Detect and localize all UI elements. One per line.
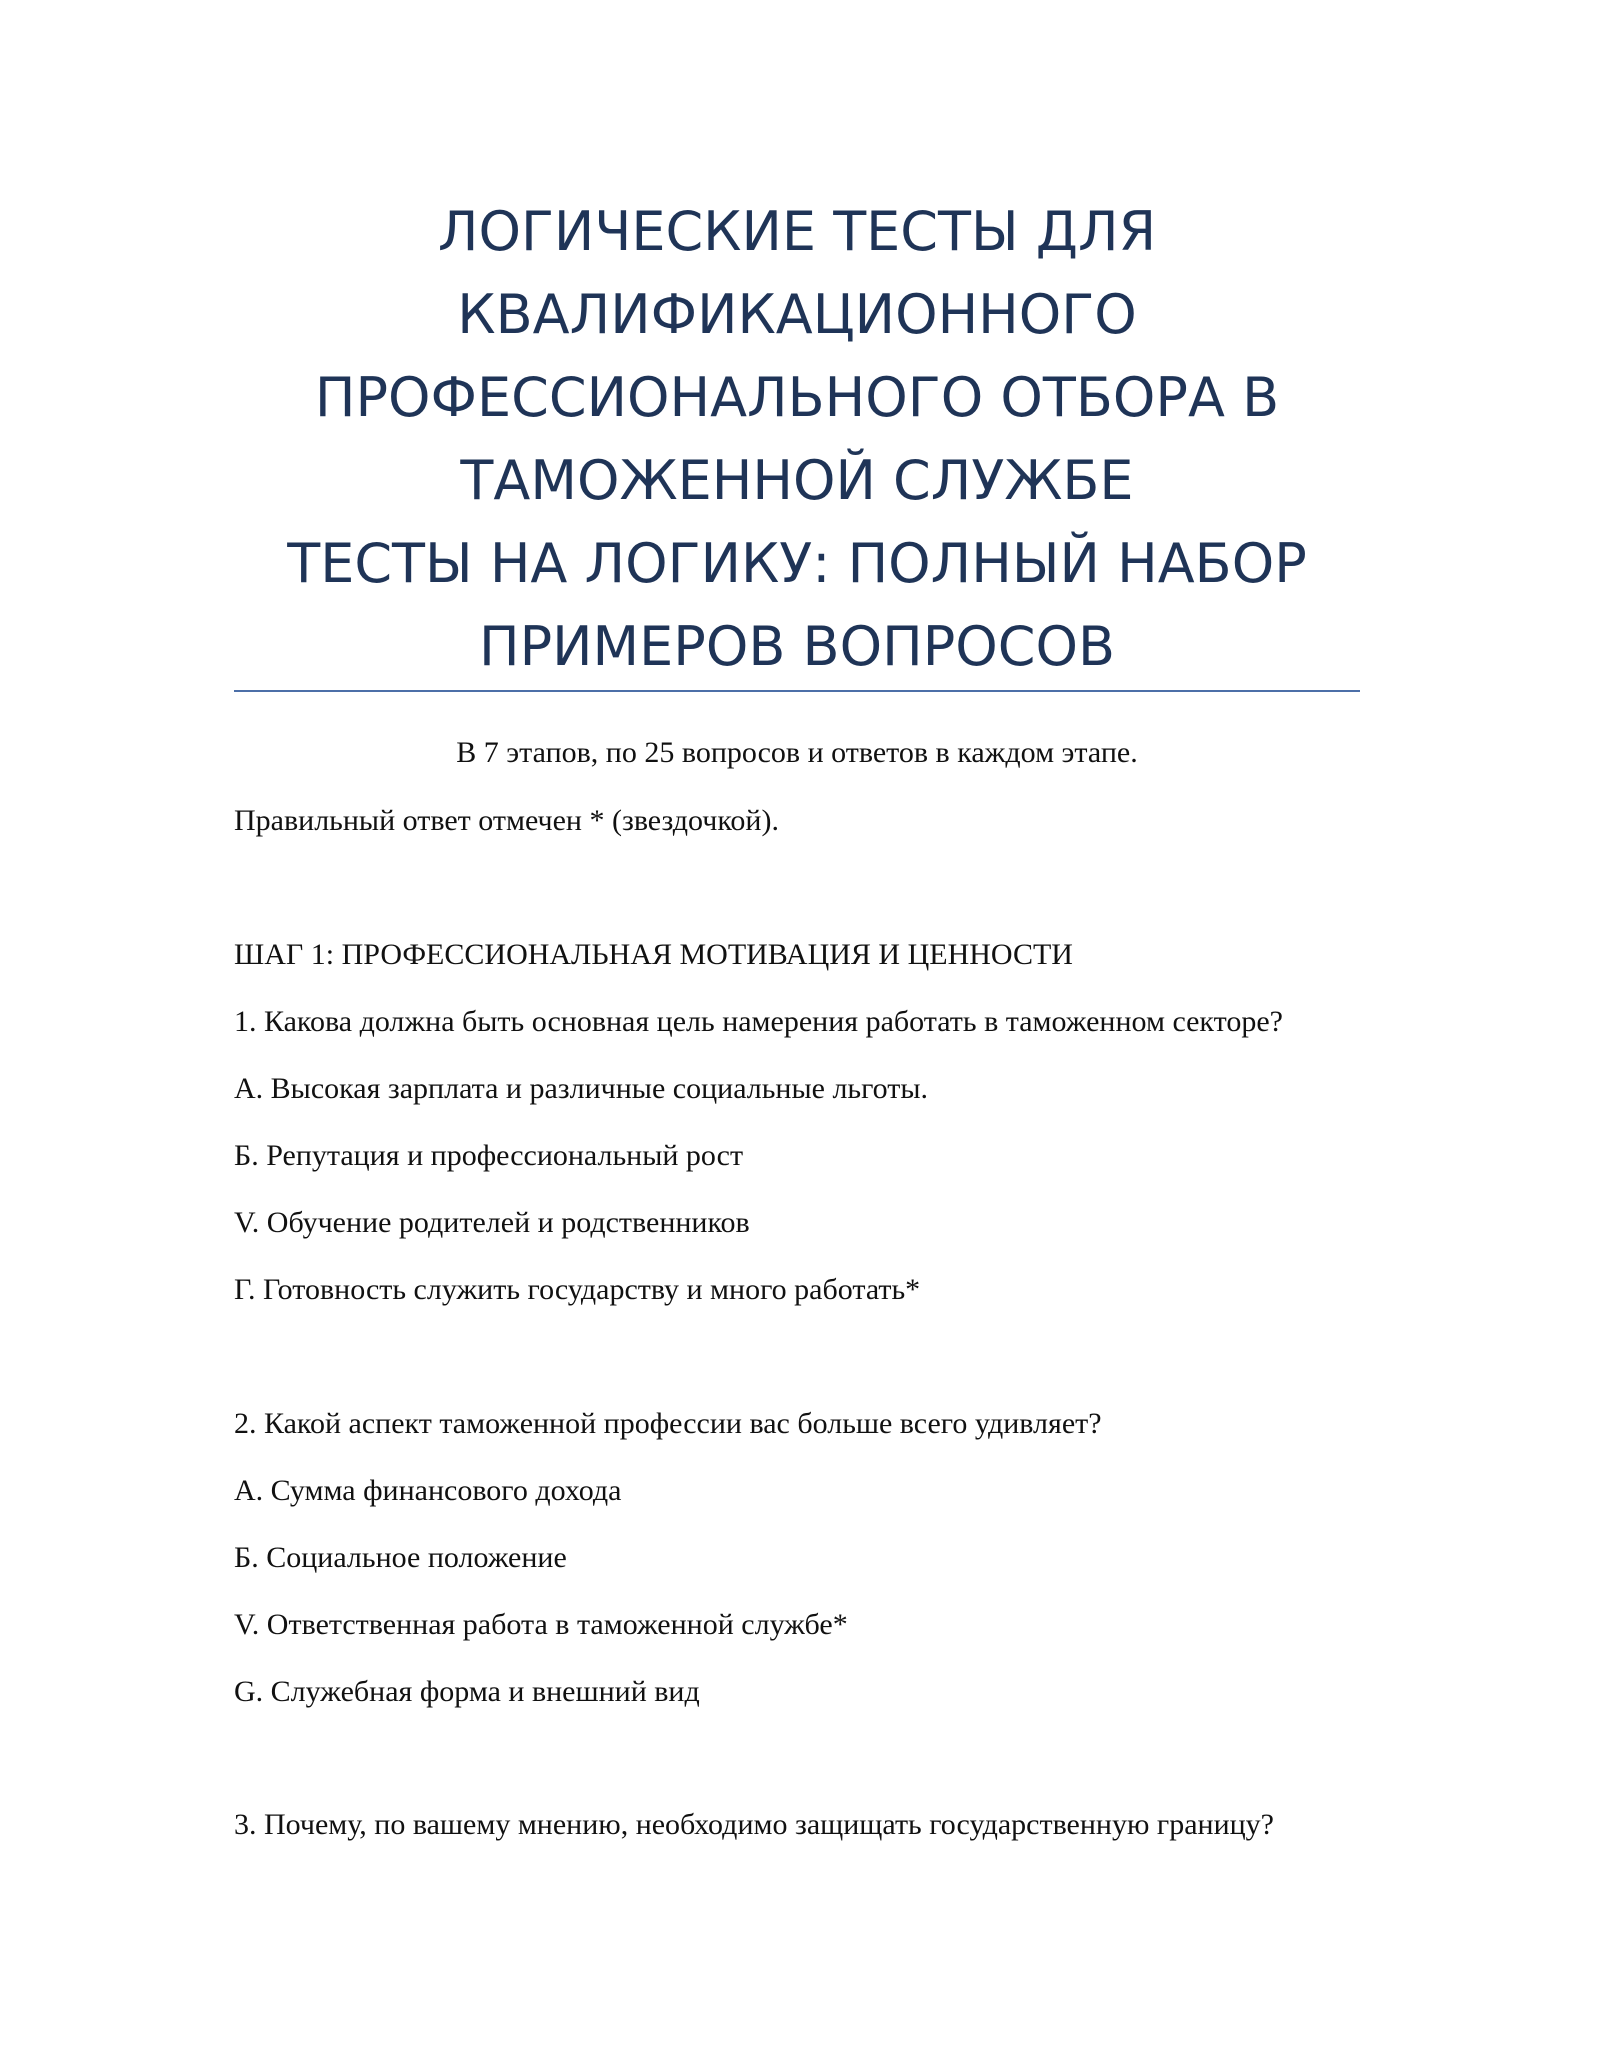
title-divider [234, 690, 1360, 692]
question-text: 3. Почему, по вашему мнению, необходимо защищать государственную границу? [234, 1808, 1274, 1841]
answer-option: Г. Готовность служить государству и много работать* [234, 1273, 921, 1306]
answer-option: А. Сумма финансового дохода [234, 1474, 622, 1507]
title-line: ТАМОЖЕННОЙ СЛУЖБЕ [460, 449, 1134, 512]
answer-option: V. Обучение родителей и родственников [234, 1206, 750, 1239]
question-text: 2. Какой аспект таможенной профессии вас больше всего удивляет? [234, 1407, 1102, 1440]
title-line: ТЕСТЫ НА ЛОГИКУ: ПОЛНЫЙ НАБОР [287, 532, 1307, 595]
answer-note: Правильный ответ отмечен * (звездочкой). [234, 804, 779, 837]
answer-option: Б. Социальное положение [234, 1541, 567, 1574]
document-title [234, 190, 1360, 688]
answer-option: Б. Репутация и профессиональный рост [234, 1139, 744, 1172]
answer-option: G. Служебная форма и внешний вид [234, 1675, 700, 1708]
title-line: ЛОГИЧЕСКИЕ ТЕСТЫ ДЛЯ [437, 200, 1157, 263]
intro-paragraph: В 7 этапов, по 25 вопросов и ответов в каждом этапе. [456, 736, 1138, 769]
title-line: КВАЛИФИКАЦИОННОГО [457, 283, 1137, 346]
title-line: ПРОФЕССИОНАЛЬНОГО ОТБОРА В [314, 366, 1280, 429]
title-line: ПРИМЕРОВ ВОПРОСОВ [478, 615, 1116, 678]
answer-option: V. Ответственная работа в таможенной службе* [234, 1608, 848, 1641]
answer-option: А. Высокая зарплата и различные социальные льготы. [234, 1072, 929, 1105]
step-heading: ШАГ 1: ПРОФЕССИОНАЛЬНАЯ МОТИВАЦИЯ И ЦЕННОСТИ [234, 938, 1073, 971]
question-text: 1. Какова должна быть основная цель намерения работать в таможенном секторе? [234, 1005, 1283, 1038]
